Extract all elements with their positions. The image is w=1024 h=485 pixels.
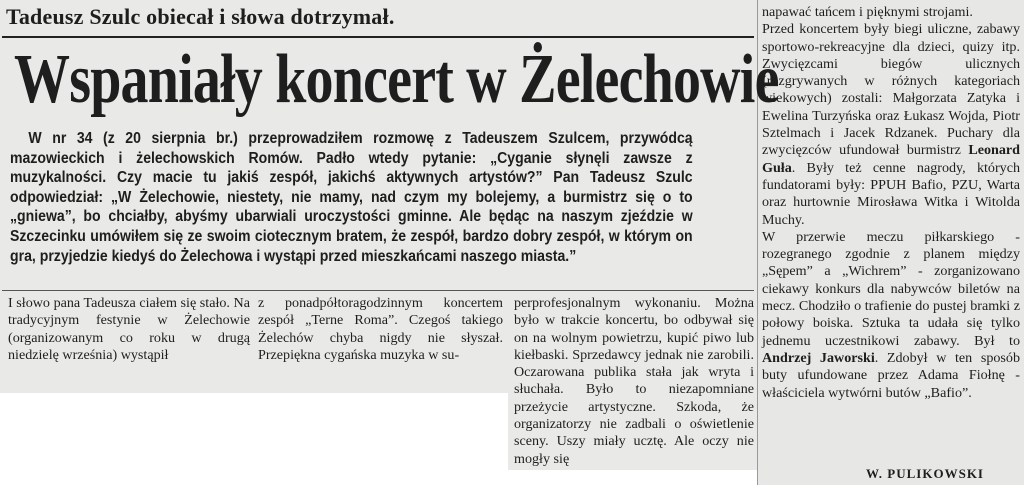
right-text-3: . Zdobył w ten sposób buty ufundowane przez Adama Fiołnę - właściciela wytwórni butów „Bafio”. xyxy=(762,349,1020,401)
paper-background xyxy=(0,393,508,485)
article-headline: Wspaniały koncert w Żelechowie xyxy=(14,41,779,118)
author-signature: W. PULIKOWSKI xyxy=(866,466,984,481)
lead-rule xyxy=(2,290,754,291)
right-bold-name-1: Leonard Guła xyxy=(762,142,1021,176)
article-kicker: Tadeusz Szulc obiecał i słowa dotrzymał. xyxy=(6,4,395,29)
body-column-right xyxy=(762,4,1020,402)
body-column-3: perprofesjonalnym wykonaniu. Można było w trakcie koncertu, bo odbywał się on na wolnym powietrzu, kupić piwo lub kiełbaski. Sprzedawcy jednak nie zarobili. Oczarowana publika stała jak wryta i słuchała. Było to niezapomniane przeżycie artystyczne. Szkoda, że organizatorzy nie zadbali o oświetlenie sceny. Uszy miały ucztę. Ale oczy nie mogły się xyxy=(514,295,754,467)
right-bold-name-2: Andrzej Jaworski xyxy=(762,349,875,366)
right-text-2: . Były też cenne nagrody, których fundatorami były: PPUH Bafio, PZU, Warta oraz hurtownie Mirosława Witka i Witolda Muchy. W przerwie meczu piłkarskiego - rozegranego zgodnie z planem między „Sępem” a „Wichrem” - zorganizowano ciekawy konkurs dla nabywców biletów na mecz. Chodziło o trafienie do pustej bramki z połowy boiska. Sztuka ta udała się tylko jednemu uczestnikowi zabawy. Był to xyxy=(762,159,1020,349)
body-column-2: z ponadpółtoragodzinnym koncertem zespół „Terne Roma”. Czegoś takiego Żelechów chyba nigdy nie słyszał. Przepiękna cygańska muzyka w su- xyxy=(258,295,503,363)
body-column-1: I słowo pana Tadeusza ciałem się stało. Na tradycyjnym festynie w Żelechowie (organizowanym co roku w drugą niedzielę września) wystąpił xyxy=(8,295,250,363)
paper-background-2 xyxy=(508,470,757,485)
article-lead: W nr 34 (z 20 sierpnia br.) przeprowadziłem rozmowę z Tadeuszem Szulcem, przywódcą mazowieckich i żelechowskich Romów. Padło wtedy pytanie: „Cyganie słynęli zawsze z muzykalności. Czy macie tu jakiś zespół, jakichś aktywnych artystów?” Pan Tadeusz Szulc odpowiedział: „W Żelechowie, niestety, nie mamy, nad czym my bolejemy, a burmistrz się o to „gniewa”, bo chciałby, abyśmy ubarwiali uroczystości gminne. Ale będąc na naszym zjeździe w Szczecinku umówiłem się ze swoim ciotecznym bratem, że zespół, bardzo dobry zespół, w którym on gra, przyjedzie kiedyś do Żelechowa i wystąpi przed mieszkańcami naszego miasta.” xyxy=(10,130,693,265)
right-text-1: napawać tańcem i pięknymi strojami. Przed koncertem były biegi uliczne, zabawy sportowo-rekreacyjne dla dzieci, quizy itp. Zwycięzcami biegów ulicznych (rozgrywanych w różnych kategoriach wiekowych) zostali: Małgorzata Zatyka i Ewelina Turzyńska oraz Łukasz Wojda, Piotr Sztelmach i Jacek Rdzanek. Puchary dla zwycięzców ufundował burmistrz xyxy=(762,4,1020,159)
kicker-rule xyxy=(2,36,754,38)
